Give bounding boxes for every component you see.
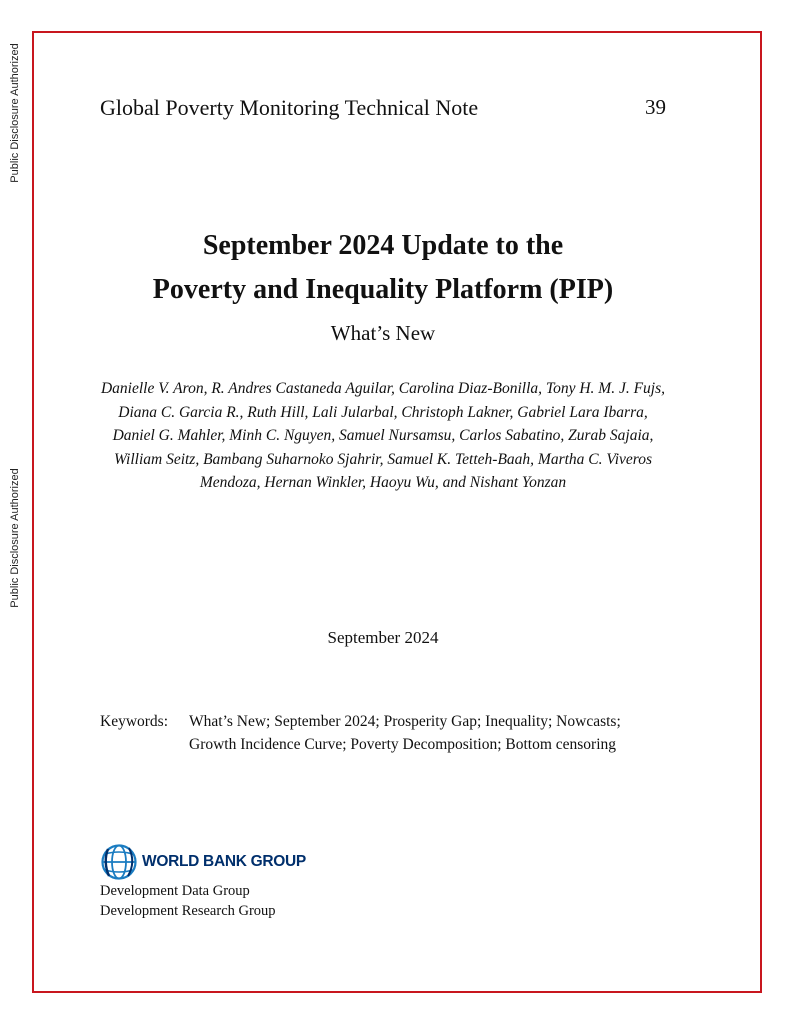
series-title: Global Poverty Monitoring Technical Note — [100, 95, 479, 120]
organizations — [100, 882, 276, 921]
logo-wordmark: WORLD BANK GROUP — [142, 853, 306, 870]
organization-line: Development Research Group — [100, 902, 276, 919]
note-number: 39 — [645, 95, 666, 119]
keywords-text: What’s New; September 2024; Prosperity Gap; Inequality; Nowcasts; Growth Incidence Curve; Poverty Decomposition; Bottom censoring — [189, 713, 621, 753]
author-list: Danielle V. Aron, R. Andres Castaneda Aguilar, Carolina Diaz-Bonilla, Tony H. M. J. Fujs, Diana C. Garcia R., Ruth Hill, Lali Jularbal, Christoph Lakner, Gabriel Lara Ibarra, Daniel G. Mahler, Minh C. Nguyen, Samuel Nursamsu, Carlos Sabatino, Zurab Sajaia, William Seitz, Bambang Suharnoko Sjahrir, Samuel K. Tetteh-Baah, Martha C. Viveros Mendoza, Hernan Winkler, Haoyu Wu, and Nishant Yonzan — [100, 380, 666, 491]
publication-date: September 2024 — [327, 628, 439, 647]
disclosure-label-top: Public Disclosure Authorized — [9, 43, 21, 183]
disclosure-label-middle: Public Disclosure Authorized — [9, 468, 21, 608]
organization-line: Development Data Group — [100, 883, 250, 899]
title-line-2: Poverty and Inequality Platform (PIP) — [152, 274, 614, 305]
world-bank-group-logo — [100, 842, 306, 882]
document-title — [60, 224, 706, 312]
globe-icon — [100, 843, 138, 881]
keywords-label: Keywords: — [100, 713, 169, 730]
title-line-1: September 2024 Update to the — [202, 230, 564, 261]
document-subtitle: What’s New — [330, 321, 436, 345]
